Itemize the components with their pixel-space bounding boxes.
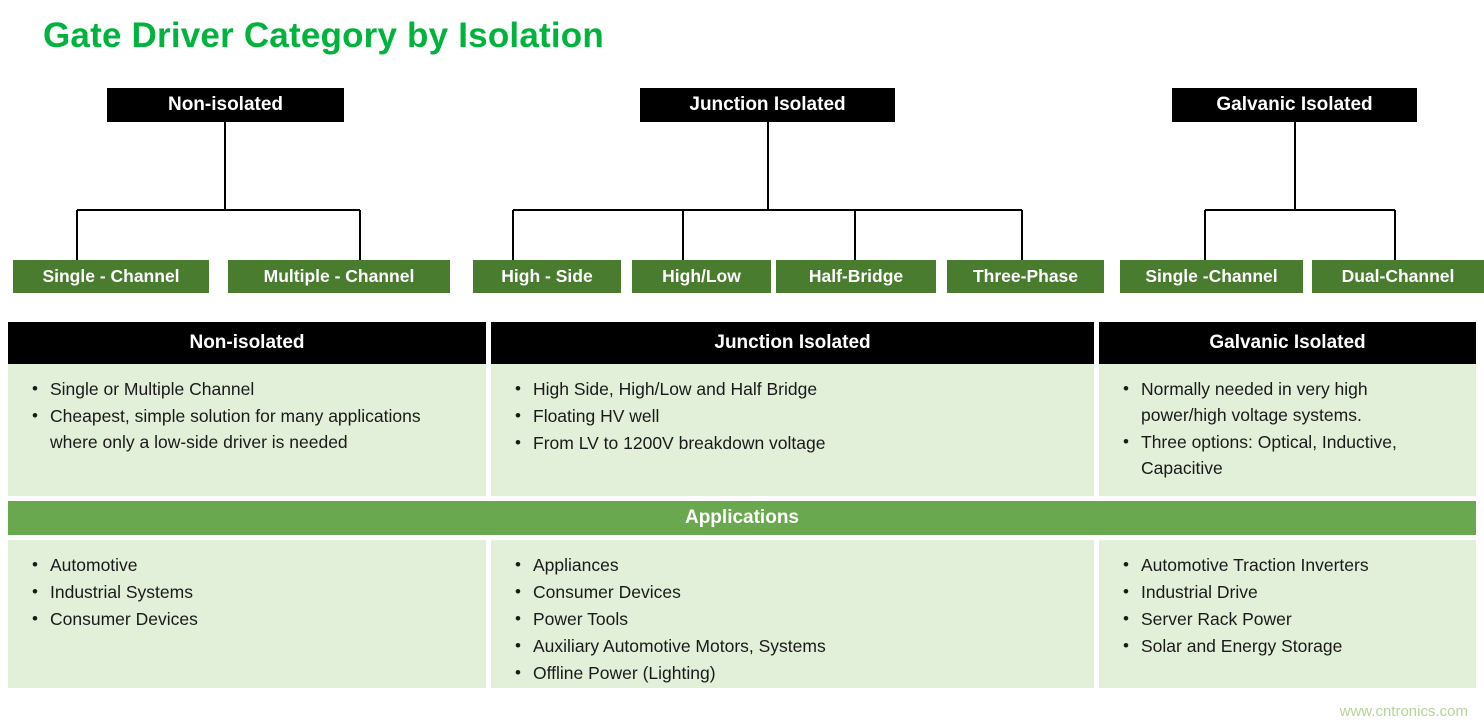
applications-label: Applications (684, 507, 799, 528)
feature-list (26, 376, 468, 455)
table-header-label: Junction Isolated (714, 332, 871, 353)
comparison-table (8, 322, 1476, 688)
list-item: • Single or Multiple Channel (48, 376, 468, 402)
tree-leaf-label: Single - Channel (42, 266, 180, 286)
list-item: • Offline Power (Lighting) (531, 660, 1076, 686)
page-title: Gate Driver Category by Isolation (43, 16, 604, 55)
tree-leaf-label: Three-Phase (972, 266, 1079, 286)
applications-cell-junction-isolated (491, 540, 1094, 688)
applications-header (8, 501, 1476, 535)
table-header-label: Galvanic Isolated (1209, 332, 1366, 353)
tree-node-label: Junction Isolated (689, 94, 846, 115)
tree-leaf-three-phase (947, 260, 1104, 293)
tree-leaf-single-channel-galvanic (1120, 260, 1303, 293)
tree-leaf-half-bridge (776, 260, 936, 293)
list-item: • Normally needed in very high power/high voltage systems. (1139, 376, 1458, 428)
list-item: • Consumer Devices (48, 606, 468, 632)
tree-leaf-label: Multiple - Channel (263, 266, 415, 286)
tree-leaf-label: Half-Bridge (808, 266, 904, 286)
list-item: • Power Tools (531, 606, 1076, 632)
applications-cell-galvanic-isolated (1099, 540, 1476, 688)
tree-node-non-isolated (107, 88, 344, 122)
feature-list (1117, 376, 1458, 481)
application-list (1117, 552, 1458, 659)
list-item: • Consumer Devices (531, 579, 1076, 605)
application-list (26, 552, 468, 632)
features-cell-non-isolated (8, 364, 486, 496)
features-cell-junction-isolated (491, 364, 1094, 496)
feature-list (509, 376, 1076, 456)
list-item: • High Side, High/Low and Half Bridge (531, 376, 1076, 402)
tree-leaf-high-side (473, 260, 621, 293)
list-item: • Server Rack Power (1139, 606, 1458, 632)
tree-node-galvanic-isolated (1172, 88, 1417, 122)
source-watermark: www.cntronics.com (1339, 703, 1468, 720)
list-item: • Three options: Optical, Inductive, Capacitive (1139, 429, 1458, 481)
list-item: • Auxiliary Automotive Motors, Systems (531, 633, 1076, 659)
list-item: • Industrial Drive (1139, 579, 1458, 605)
list-item: • Cheapest, simple solution for many applications where only a low-side driver is needed (48, 403, 468, 455)
table-header-junction-isolated (491, 322, 1094, 364)
list-item: • Industrial Systems (48, 579, 468, 605)
table-applications-row (8, 540, 1476, 688)
list-item: • Automotive (48, 552, 468, 578)
application-list (509, 552, 1076, 686)
tree-leaf-label: High - Side (501, 266, 593, 286)
tree-leaf-high-low (632, 260, 771, 293)
table-features-row (8, 364, 1476, 496)
table-header-label: Non-isolated (189, 332, 305, 353)
tree-leaf-label: High/Low (662, 266, 741, 286)
list-item: • Solar and Energy Storage (1139, 633, 1458, 659)
tree-leaf-dual-channel (1312, 260, 1484, 293)
tree-leaf-multiple-channel (228, 260, 450, 293)
list-item: • From LV to 1200V breakdown voltage (531, 430, 1076, 456)
table-header-row (8, 322, 1476, 364)
list-item: • Appliances (531, 552, 1076, 578)
tree-leaf-label: Dual-Channel (1341, 266, 1455, 286)
tree-node-junction-isolated (640, 88, 895, 122)
features-cell-galvanic-isolated (1099, 364, 1476, 496)
list-item: • Automotive Traction Inverters (1139, 552, 1458, 578)
table-header-galvanic-isolated (1099, 322, 1476, 364)
tree-leaf-single-channel (13, 260, 209, 293)
list-item: • Floating HV well (531, 403, 1076, 429)
table-header-non-isolated (8, 322, 486, 364)
tree-node-label: Non-isolated (167, 94, 284, 115)
tree-leaf-label: Single -Channel (1145, 266, 1278, 286)
tree-node-label: Galvanic Isolated (1216, 94, 1373, 115)
applications-cell-non-isolated (8, 540, 486, 688)
category-tree (0, 80, 1484, 310)
